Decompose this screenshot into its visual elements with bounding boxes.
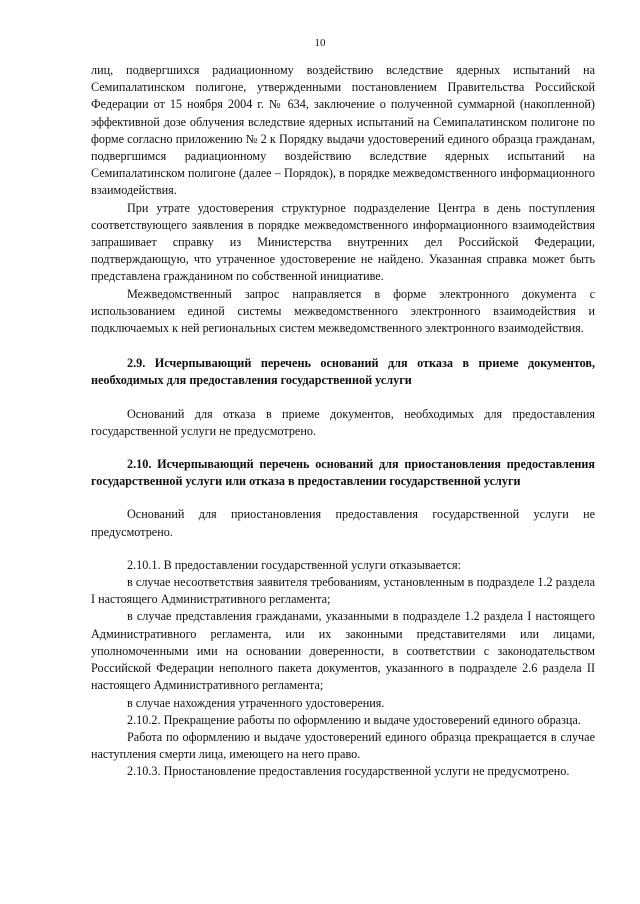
section-heading-2-10: 2.10. Исчерпывающий перечень оснований для приостановления предоставления государственной услуги или отказа в предоставлении государственной услуги [91, 457, 595, 489]
paragraph-2-10-3: 2.10.3. Приостановление предоставления государственной услуги не предусмотрено. [127, 764, 570, 779]
paragraph-work-termination: Работа по оформлению и выдаче удостоверений единого образца прекращается в случае наступления смерти лица, имеющего на него право. [91, 729, 595, 762]
paragraph-2-10-2: 2.10.2. Прекращение работы по оформлению и выдаче удостоверений единого образца. [127, 712, 581, 727]
document-body [91, 62, 595, 781]
list-item-found-certificate: в случае нахождения утраченного удостоверения. [127, 695, 385, 710]
paragraph-2-10-1: 2.10.1. В предоставлении государственной услуги отказывается: [127, 557, 462, 572]
list-item-requirements: в случае несоответствия заявителя требованиям, установленным в подразделе 1.2 раздела I настоящего Административного регламента; [91, 575, 595, 607]
paragraph-no-suspension-grounds: Оснований для приостановления предоставления государственной услуги не предусмотрено. [91, 507, 595, 539]
section-heading-2-9: 2.9. Исчерпывающий перечень оснований для отказа в приеме документов, необходимых для предоставления государственной услуги [91, 356, 595, 388]
list-item-incomplete-documents: в случае представления гражданами, указанными в подразделе 1.2 раздела I настоящего Административного регламента, или их законными представителями или лицами, уполномоченными ими на основании доверенности, в соответствии с законодательством Российской Федерации неполного пакета документов, указанного в подразделе 2.6 раздела II настоящего Административного регламента; [91, 609, 595, 693]
paragraph-continuation: лиц, подвергшихся радиационному воздействию вследствие ядерных испытаний на Семипалатинском полигоне, утвержденными постановлением Правительства Российской Федерации от 15 ноября 2004 г. № 634, заключение о полученной суммарной (накопленной) эффективной дозе облучения вследствие ядерных испытаний на Семипалатинском полигоне по форме согласно приложению № 2 к Порядку выдачи удостоверений единого образца гражданам, подвергшимся радиационному воздействию вследствие ядерных испытаний на Семипалатинском полигоне (далее – Порядок), в порядке межведомственного информационного взаимодействия. [91, 63, 595, 198]
paragraph-lost-certificate: При утрате удостоверения структурное подразделение Центра в день поступления соответствующего заявления в порядке межведомственного информационного взаимодействия запрашивает справку из Министерства внутренних дел Российской Федерации, подтверждающую, что утраченное удостоверение не найдено. Указанная справка может быть представлена гражданином по собственной инициативе. [91, 200, 595, 284]
page-number: 10 [314, 37, 326, 49]
paragraph-no-refusal-grounds: Оснований для отказа в приеме документов, необходимых для предоставления государственной услуги не предусмотрено. [91, 406, 595, 438]
paragraph-interagency-request: Межведомственный запрос направляется в форме электронного документа с использованием единой системы межведомственного электронного взаимодействия и подключаемых к ней региональных систем межведомственного электронного взаимодействия. [91, 286, 595, 336]
